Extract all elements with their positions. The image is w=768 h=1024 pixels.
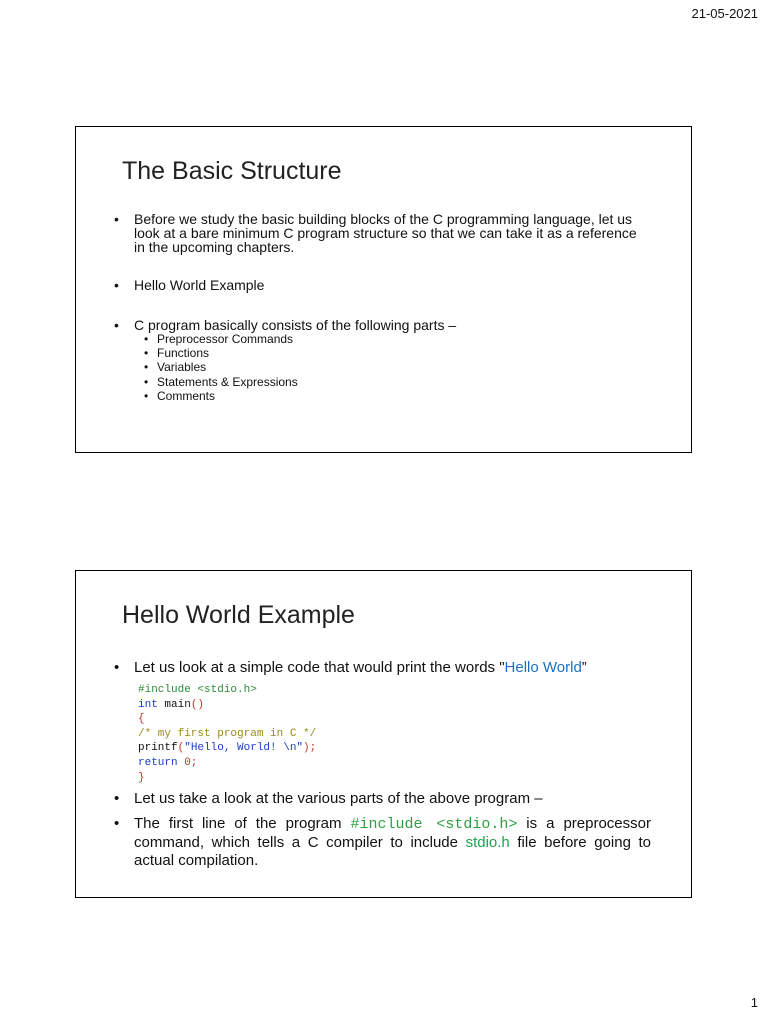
sub-bullet: • Preprocessor Commands xyxy=(144,332,294,346)
slide-basic-structure xyxy=(75,126,692,453)
slide-title: The Basic Structure xyxy=(122,157,342,185)
sub-bullet: • Comments xyxy=(144,389,216,403)
include-code-inline: #include <stdio.h> xyxy=(350,816,518,833)
bullet-dot: • xyxy=(114,790,120,807)
sub-bullet: • Functions xyxy=(144,346,210,360)
bullet-various-parts: • Let us take a look at the various parts of the above program – xyxy=(114,790,543,807)
bullet-first-line: • The first line of the program #include <stdio.h> is a preprocessor command, which tells a C compiler to include stdio.h file before going to actual compilation. xyxy=(114,815,652,869)
bullet-simple-code: • Let us look at a simple code that would print the words "Hello World” xyxy=(114,659,587,676)
slide-title: Hello World Example xyxy=(122,601,355,629)
bullet-hello-world: • Hello World Example xyxy=(114,277,265,293)
sub-bullet: • Variables xyxy=(144,360,207,374)
bullet-dot: • xyxy=(114,815,120,832)
bullet-parts: • C program basically consists of the following parts – xyxy=(114,317,457,333)
bullet-dot: • xyxy=(114,211,119,227)
code-block: #include <stdio.h> int main() { /* my first program in C */ printf("Hello, World! \n"); return 0; } xyxy=(138,684,317,784)
hello-world-highlight: Hello World xyxy=(504,659,582,676)
bullet-dot: • xyxy=(114,277,119,293)
slide-hello-world xyxy=(75,570,692,898)
sub-bullet: • Statements & Expressions xyxy=(144,375,298,389)
bullet-intro: • Before we study the basic building blocks of the C programming language, let us look at a bare minimum C program structure so that we can take it as a reference in the upcoming chapters. xyxy=(114,211,637,255)
stdio-highlight: stdio.h xyxy=(465,834,510,851)
bullet-dot: • xyxy=(114,659,120,676)
page-date: 21-05-2021 xyxy=(691,6,758,21)
bullet-dot: • xyxy=(114,317,119,333)
page-number: 1 xyxy=(750,995,758,1010)
